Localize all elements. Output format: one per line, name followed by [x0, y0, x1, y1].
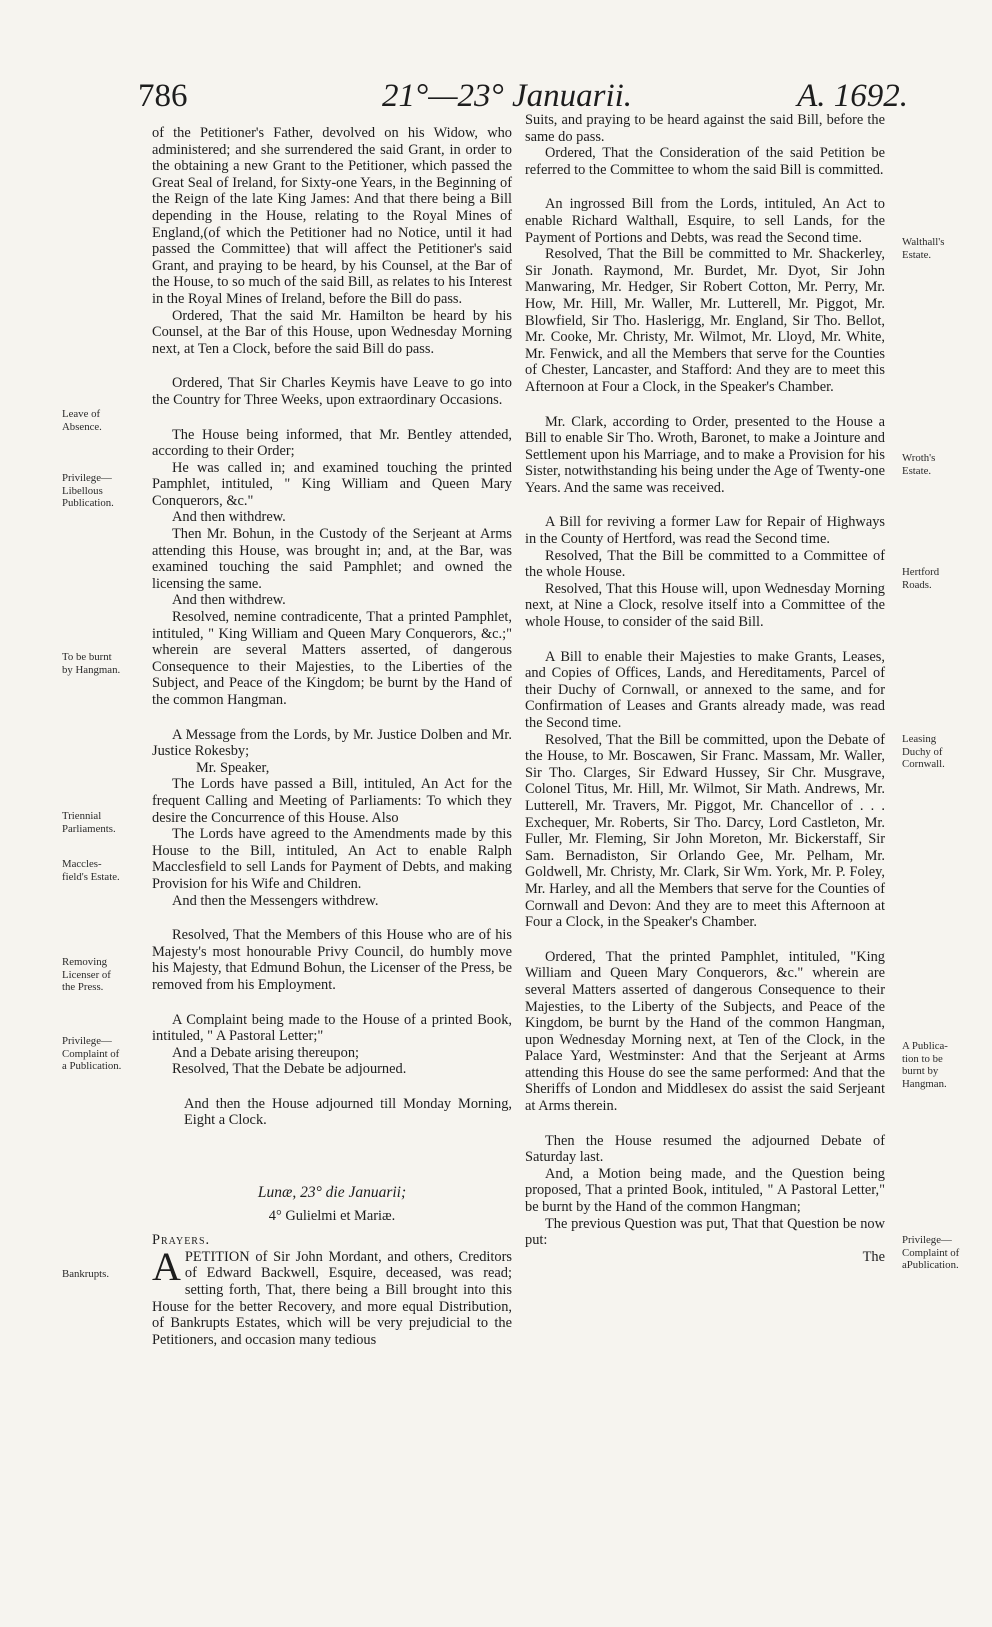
paragraph: Ordered, That Sir Charles Keymis have Leave to go into the Country for Three Weeks, upon extraordinary Occasions. [152, 375, 512, 408]
paragraph: Ordered, That the printed Pamphlet, intituled, "King William and Queen Mary Conquerors, &c." wherein are several Matters asserted of dangerous Consequence to their Majesties, to the Liberty of the Subjects, and Peace of the Kingdom, be burnt by the Hand of the common Hangman, upon Wednesday Morning next, at Ten of the Clock, in the Palace Yard, Westminster: And that the Serjeant at Arms attending this House do see the same performed: And that the Sheriffs of London and Middlesex do assist the said Serjeant at Arms therein. [525, 948, 885, 1115]
paragraph: Ordered, That the Consideration of the said Petition be referred to the Committee to whom the said Bill is committed. [525, 145, 885, 178]
margin-note-libellous: Privilege— Libellous Publication. [62, 472, 114, 509]
margin-note-cornwall: Leasing Duchy of Cornwall. [902, 733, 945, 770]
paragraph: Resolved, That this House will, upon Wednesday Morning next, at Nine a Clock, resolve itself into a Committee of the whole House, to consider of the said Bill. [525, 580, 885, 631]
margin-note-complaint: Privilege— Complaint of a Publication. [62, 1035, 122, 1072]
catchword: The [862, 1248, 885, 1265]
paragraph: A Message from the Lords, by Mr. Justice Dolben and Mr. Justice Rokesby; [152, 726, 512, 760]
paragraph: And then withdrew. [172, 592, 286, 609]
margin-note-burnt: To be burnt by Hangman. [62, 651, 121, 676]
paragraph [152, 1243, 512, 1349]
paragraph: Resolved, That the Debate be adjourned. [172, 1061, 407, 1078]
paragraph: He was called in; and examined touching the printed Pamphlet, intituled, " King William and Queen Mary Conquerors, &c." [152, 459, 512, 509]
margin-note-licenser: Removing Licenser of the Press. [62, 956, 111, 993]
paragraph: The House being informed, that Mr. Bentley attended, according to their Order; [152, 426, 512, 460]
paragraph: The previous Question was put, That that Question be now put: [525, 1215, 885, 1249]
drop-capital: A [152, 1243, 181, 1289]
paragraph: Mr. Speaker, [196, 759, 270, 776]
margin-note-bankrupts: Bankrupts. [62, 1268, 110, 1280]
paragraph: The Lords have passed a Bill, intituled, An Act for the frequent Calling and Meeting of Parliaments: To which they desire the Concurrence of this House. Also [152, 776, 512, 826]
margin-note-wroth: Wroth's Estate. [902, 452, 936, 477]
paragraph: of the Petitioner's Father, devolved on his Widow, who administered; and she surrendered the said Grant, in order to the obtaining a new Grant to the Petitioner, which passed the Great Seal of Ireland, for Sixty-one Years, in the Beginning of the Reign of the late King James: And that there being a Bill depending in the House, relating to the Royal Mines of England,(of which the Petitioner had no Notice, until it had passed the Committee) that will affect the Petitioner's said Grant, and praying to be heard, by his Counsel, at the Bar of the House, to so much of the said Bill, as relates to his Interest in the Royal Mines of Ireland, before the Bill do pass. [152, 125, 512, 307]
paragraph: Mr. Clark, according to Order, presented to the House a Bill to enable Sir Tho. Wroth, Baronet, to make a Jointure and Settlement upon his Marriage, and to make a Provision for his Sister, notwithstanding his being under the Age of Twenty-one Years. And the same was received. [525, 413, 885, 496]
paragraph: Ordered, That the said Mr. Hamilton be heard by his Counsel, at the Bar of this House, upon Wednesday Morning next, at Ten a Clock, before the said Bill do pass. [152, 307, 512, 357]
paragraph: Then the House resumed the adjourned Debate of Saturday last. [525, 1132, 885, 1166]
margin-note-leave: Leave of Absence. [62, 408, 102, 433]
paragraph: Resolved, nemine contradicente, That a printed Pamphlet, intituled, " King William and Queen Mary Conquerors, &c.;" wherein are several Matters asserted, of dangerous Consequence to their Majesties, to the Liberties of the Subject, and Peace of the Kingdom; be burnt by the Hand of the common Hangman. [152, 609, 512, 708]
paragraph: Then Mr. Bohun, in the Custody of the Serjeant at Arms attending this House, was brought in; and, at the Bar, was examined touching the said Pamphlet; and owned the licensing the same. [152, 526, 512, 592]
page-number: 786 [138, 78, 188, 114]
paragraph: Resolved, That the Bill be committed to a Committee of the whole House. [525, 547, 885, 581]
paragraph: And, a Motion being made, and the Question being proposed, That a printed Book, intituled, " A Pastoral Letter," be burnt by the Hand of the common Hangman; [525, 1165, 885, 1216]
paragraph-text: PETITION of Sir John Mordant, and others, Creditors of Edward Backwell, Esquire, deceased, was read; setting forth, That, there being a Bill brought into this House for the better Recovery, and more equal Distribution, of Bankrupts Estates, which will be very prejudicial to the Petitioners, and occasion many tedious [152, 1248, 512, 1348]
margin-note-publication: A Publica- tion to be burnt by Hangman. [902, 1040, 948, 1090]
margin-note-macclesfield: Maccles- field's Estate. [62, 858, 120, 883]
paragraph: Resolved, That the Members of this House who are of his Majesty's most honourable Privy Council, do humbly move his Majesty, that Edmund Bohun, the Licenser of the Press, be removed from his Employment. [152, 927, 512, 993]
reign-line: 4° Gulielmi et Mariæ. [268, 1207, 396, 1224]
margin-note-hertford: Hertford Roads. [902, 566, 940, 591]
paragraph: And then withdrew. [172, 509, 286, 526]
paragraph: The Lords have agreed to the Amendments made by this House to the Bill, intituled, An Act to enable Ralph Macclesfield to sell Lands for Payment of Debts, and making Provision for his Wife and Children. [152, 826, 512, 892]
left-column [152, 125, 512, 1348]
paragraph: Suits, and praying to be heard against the said Bill, before the same do pass. [525, 112, 885, 145]
paragraph: Resolved, That the Bill be committed to Mr. Shackerley, Sir Jonath. Raymond, Mr. Burdet, Mr. Dyot, Sir John Manwaring, Mr. Hedger, Sir Robert Cotton, Mr. Perry, Mr. How, Mr. Hill, Mr. Waller, Mr. Lutterell, Mr. Piggot, Mr. Blowfield, Sir Tho. Haslerigg, Mr. England, Sir Tho. Bellot, Mr. Cooke, Mr. Christy, Mr. Wilmot, Mr. Lloyd, Mr. White, Mr. Fenwick, and all the Members that serve for the Counties of Chester, Lancaster, and Stafford: And they are to meet this Afternoon at Four a Clock, in the Speaker's Chamber. [525, 246, 885, 395]
paragraph: A Complaint being made to the House of a printed Book, intituled, " A Pastoral Letter;" [152, 1011, 512, 1045]
prayers-heading: Prayers. [152, 1232, 211, 1249]
paragraph: And a Debate arising thereupon; [172, 1044, 360, 1061]
header-dates: 21°—23° Januarii. [382, 78, 633, 114]
margin-note-walthall: Walthall's Estate. [902, 236, 945, 261]
paragraph: A Bill to enable their Majesties to make Grants, Leases, and Copies of Offices, Lands, and Hereditaments, Parcel of their Duchy of Cornwall, or annexed to the same, and for Confirmation of Leases and Grants already made, was read the Second time. [525, 648, 885, 731]
paragraph: And then the Messengers withdrew. [172, 892, 379, 909]
paragraph: An ingrossed Bill from the Lords, intituled, An Act to enable Richard Walthall, Esquire, to sell Lands, for the Payment of Portions and Debts, was read the Second time. [525, 196, 885, 246]
paragraph: Resolved, That the Bill be committed, upon the Debate of the House, to Mr. Boscawen, Sir Franc. Massam, Mr. Waller, Sir Tho. Clarges, Sir Edward Hussey, Sir Chr. Musgrave, Colonel Titus, Mr. Hill, Mr. Wilmot, Sir Math. Andrews, Mr. Lutterell, Mr. Travers, Mr. Piggot, Mr. Chancellor of . . . Exchequer, Mr. Roberts, Sir Tho. Darcy, Lord Castleton, Mr. Fuller, Mr. Fleming, Sir John Moreton, Mr. Bickerstaff, Sir Sam. Bernadiston, Sir Orlando Gee, Mr. Pelham, Mr. Goldwell, Mr. Christy, Mr. Clark, Sir Wm. York, Mr. P. Foley, Mr. Harley, and all the Members that serve for the Counties of Cornwall and Devon: And they are to meet this Afternoon at Four a Clock, in the Speaker's Chamber. [525, 731, 885, 931]
margin-note-triennial: Triennial Parliaments. [62, 810, 116, 835]
paragraph: A Bill for reviving a former Law for Repair of Highways in the County of Hertford, was read the Second time. [525, 514, 885, 548]
day-heading: Lunæ, 23° die Januarii; [257, 1184, 407, 1202]
adjournment: And then the House adjourned till Monday Morning, Eight a Clock. [184, 1095, 512, 1129]
right-column [525, 112, 885, 1265]
margin-note-complaint-2: Privilege— Complaint of aPublication. [902, 1234, 960, 1271]
header-year: A. 1692. [797, 78, 908, 114]
